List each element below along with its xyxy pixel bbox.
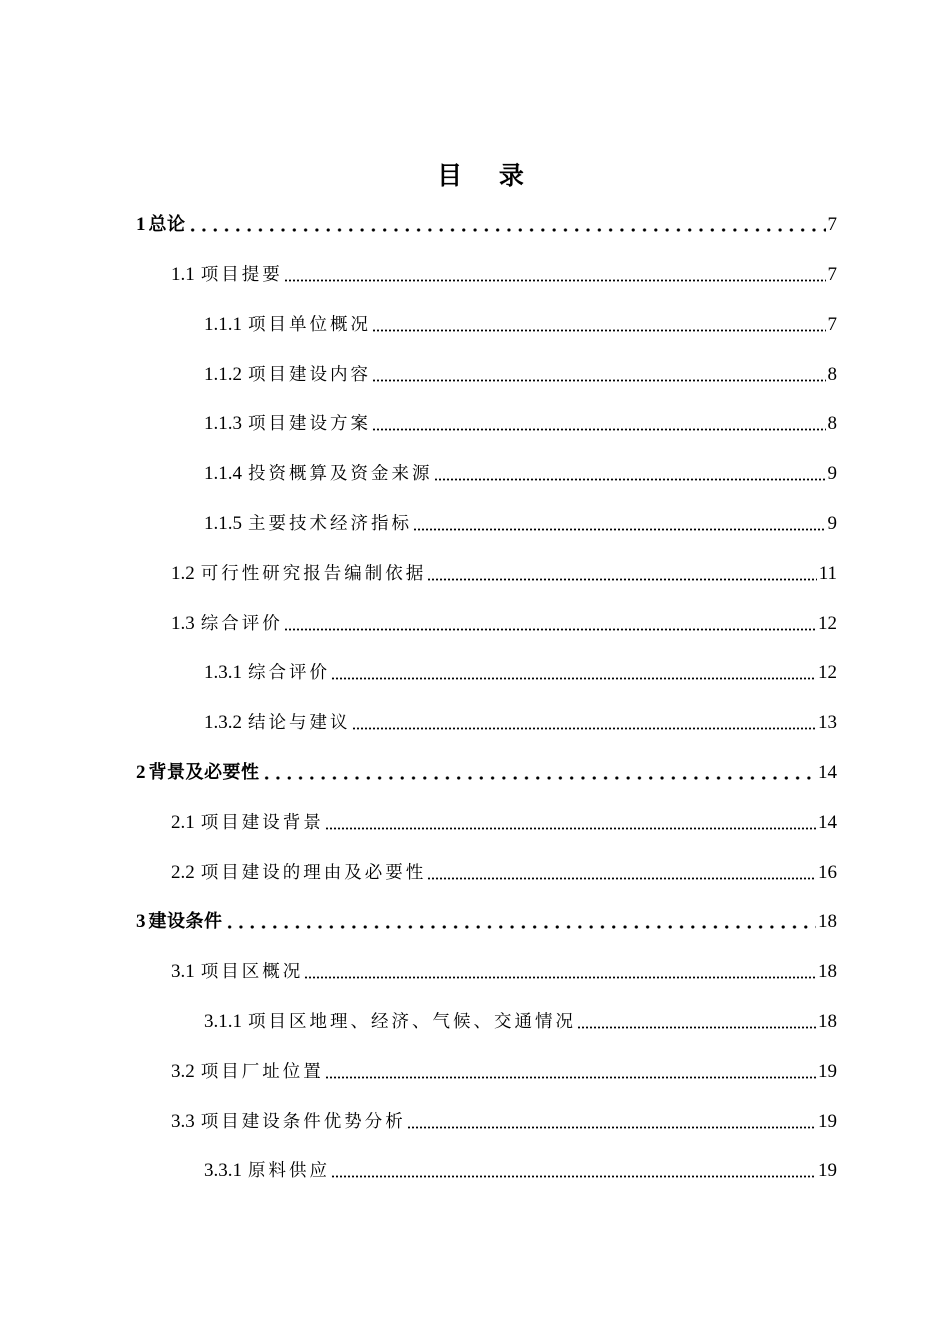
toc-entry-label: 建设条件 xyxy=(148,911,223,932)
toc-entry-number: 2 xyxy=(136,762,146,783)
toc-entry[interactable] xyxy=(204,310,837,340)
toc-entry-page: 14 xyxy=(818,762,837,783)
toc-entry-number: 3.1.1 xyxy=(204,1011,242,1032)
toc-entry[interactable] xyxy=(171,260,837,290)
dot-leader xyxy=(372,329,826,332)
toc-entry-number: 3.2 xyxy=(171,1061,195,1082)
toc-entry-number: 1.1.1 xyxy=(204,314,242,335)
toc-entry[interactable] xyxy=(171,609,837,639)
toc-entry-page: 18 xyxy=(818,961,837,982)
toc-entry-number: 1.2 xyxy=(171,563,195,584)
dot-leader xyxy=(224,925,817,929)
toc-entry-label: 结论与建议 xyxy=(248,713,351,733)
toc-entry-label: 项目建设背景 xyxy=(200,813,324,833)
toc-entry-page: 18 xyxy=(818,911,837,932)
dot-leader xyxy=(284,279,826,282)
toc-entry[interactable] xyxy=(136,210,837,240)
dot-leader xyxy=(407,1126,816,1129)
toc-entry-number: 1.1 xyxy=(171,264,195,285)
dot-leader xyxy=(577,1026,816,1029)
toc-entry-number: 1.1.5 xyxy=(204,513,242,534)
toc-entry-page: 7 xyxy=(827,264,837,285)
toc-entry-number: 1 xyxy=(136,214,146,235)
toc-entry-page: 7 xyxy=(827,214,837,235)
toc-entry-page: 7 xyxy=(827,314,837,335)
dot-leader xyxy=(427,877,816,880)
toc-entry-page: 19 xyxy=(818,1160,837,1181)
toc-entry-number: 1.3.2 xyxy=(204,712,242,733)
toc-entry[interactable] xyxy=(171,858,837,888)
toc-entry[interactable] xyxy=(204,708,837,738)
dot-leader xyxy=(427,578,816,581)
dot-leader xyxy=(325,827,816,830)
toc-entry-label: 项目建设的理由及必要性 xyxy=(200,863,427,883)
dot-leader xyxy=(372,428,826,431)
toc-entry[interactable] xyxy=(204,509,837,539)
toc-entry-number: 1.1.4 xyxy=(204,463,242,484)
toc-entry[interactable] xyxy=(171,957,837,987)
toc-entry-page: 8 xyxy=(827,413,837,434)
toc-entry-number: 2.2 xyxy=(171,862,195,883)
toc-entry-label: 综合评价 xyxy=(200,614,283,634)
toc-entry-page: 8 xyxy=(827,364,837,385)
toc-entry-label: 综合评价 xyxy=(248,663,330,683)
toc-entry[interactable] xyxy=(204,459,837,489)
dot-leader xyxy=(284,628,816,631)
toc-entry-number: 1.3 xyxy=(171,613,195,634)
toc-entry-page: 11 xyxy=(818,563,837,584)
dot-leader xyxy=(331,1175,816,1178)
toc-entry-number: 3.3.1 xyxy=(204,1160,242,1181)
toc-entry-page: 13 xyxy=(818,712,837,733)
toc-entry-page: 16 xyxy=(818,862,837,883)
toc-entry-label: 可行性研究报告编制依据 xyxy=(200,564,427,584)
dot-leader xyxy=(304,976,816,979)
toc-entry[interactable] xyxy=(204,1156,837,1186)
toc-entry-number: 1.1.3 xyxy=(204,413,242,434)
toc-entry-number: 1.1.2 xyxy=(204,364,242,385)
toc-entry-page: 19 xyxy=(818,1111,837,1132)
dot-leader xyxy=(187,228,826,232)
toc-entry[interactable] xyxy=(204,360,837,390)
toc-entry[interactable] xyxy=(204,409,837,439)
toc-entry-label: 项目建设方案 xyxy=(248,414,371,434)
dot-leader xyxy=(434,478,826,481)
toc-entry-label: 总论 xyxy=(148,214,186,235)
dot-leader xyxy=(352,727,817,730)
dot-leader xyxy=(325,1076,816,1079)
toc-entry[interactable] xyxy=(171,1057,837,1087)
toc-entry-page: 14 xyxy=(818,812,837,833)
toc-entry[interactable] xyxy=(136,907,837,937)
toc-entry-page: 19 xyxy=(818,1061,837,1082)
toc-entry-number: 1.3.1 xyxy=(204,662,242,683)
toc-entry[interactable] xyxy=(171,1107,837,1137)
toc-entry-label: 项目单位概况 xyxy=(248,315,371,335)
toc-entry-label: 背景及必要性 xyxy=(148,762,260,783)
toc-entry-page: 9 xyxy=(827,513,837,534)
toc-entry-label: 项目建设条件优势分析 xyxy=(200,1112,406,1132)
toc-entry-label: 项目区地理、经济、气候、交通情况 xyxy=(248,1012,576,1032)
toc-entry[interactable] xyxy=(204,1007,837,1037)
toc-entry-number: 2.1 xyxy=(171,812,195,833)
toc-entry-label: 项目提要 xyxy=(200,265,283,285)
dot-leader xyxy=(372,379,826,382)
toc-entry-number: 3 xyxy=(136,911,146,932)
toc-entry-label: 项目建设内容 xyxy=(248,365,371,385)
toc-entry-label: 项目区概况 xyxy=(200,962,304,982)
toc-entry[interactable] xyxy=(171,559,837,589)
dot-leader xyxy=(413,528,826,531)
toc-title: 目 录 xyxy=(437,161,538,190)
toc-entry-number: 3.3 xyxy=(171,1111,195,1132)
toc-entry-page: 12 xyxy=(818,662,837,683)
toc-entry-number: 3.1 xyxy=(171,961,195,982)
toc-entry-label: 主要技术经济指标 xyxy=(248,514,412,534)
toc-entry-page: 9 xyxy=(827,463,837,484)
toc-entry[interactable] xyxy=(171,808,837,838)
toc-entry-page: 12 xyxy=(818,613,837,634)
toc-entry-page: 18 xyxy=(818,1011,837,1032)
toc-entry-label: 项目厂址位置 xyxy=(200,1062,324,1082)
toc-entry-label: 投资概算及资金来源 xyxy=(248,464,433,484)
toc-entry[interactable] xyxy=(136,758,837,788)
toc-entry[interactable] xyxy=(204,658,837,688)
dot-leader xyxy=(261,776,817,780)
dot-leader xyxy=(331,677,816,680)
toc-entry-label: 原料供应 xyxy=(248,1161,330,1181)
